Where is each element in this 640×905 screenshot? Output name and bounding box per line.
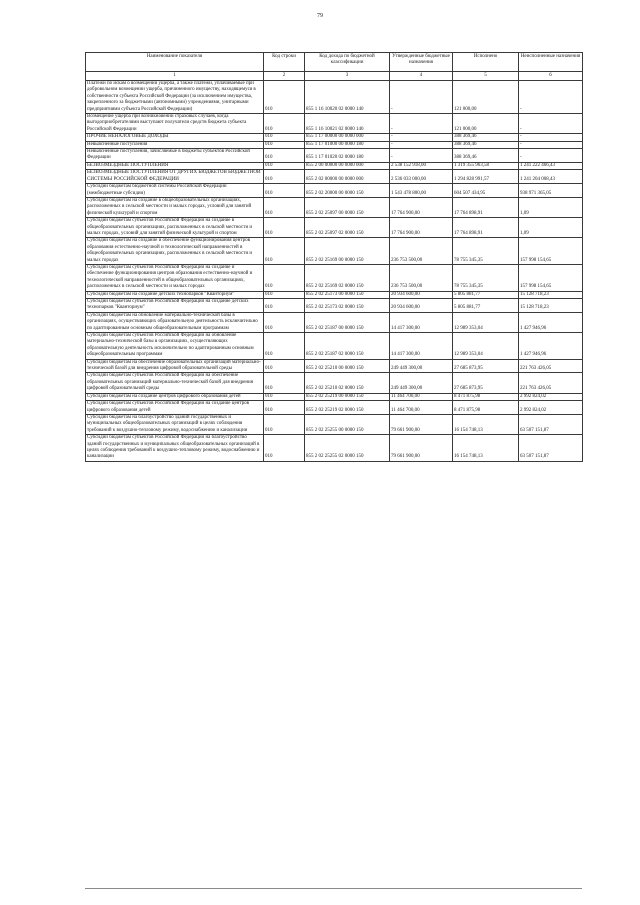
line-code-cell: 010 [264, 184, 305, 198]
approved-amount-cell: 249 449 300,00 [390, 359, 453, 373]
unexecuted-amount-cell: 2 992 824,02 [519, 393, 583, 400]
line-code-cell: 010 [264, 149, 305, 163]
unexecuted-amount-cell: 1,09 [519, 218, 583, 238]
line-code-cell: 010 [264, 238, 305, 265]
income-code-cell: 855 2 02 25173 02 0000 150 [305, 299, 390, 313]
header-approved: Утвержденные бюджетные назначения [390, 53, 453, 72]
unexecuted-amount-cell: 1 427 946,96 [519, 333, 583, 360]
executed-amount-cell: 1 319 355 963,58 [453, 162, 519, 169]
header-indicator-name: Наименование показателя [86, 53, 264, 72]
income-code-cell: 855 1 17 00000 00 0000 000 [305, 134, 390, 141]
table-row [86, 414, 583, 434]
executed-amount-cell: 12 989 353,04 [453, 312, 519, 332]
unexecuted-amount-cell: 221 763 426,05 [519, 373, 583, 393]
indicator-name-cell: Субсидии бюджетам субъектов Российской Федерации на обновление материально-технической базы в организациях, осуществляющих образовательную деятельность исключительно по адаптированным основным общеобразовательным программам [86, 333, 264, 360]
approved-amount-cell: - [390, 114, 453, 134]
executed-amount-cell: 5 805 881,77 [453, 299, 519, 313]
indicator-name-cell: Невыясненные поступления [86, 141, 264, 148]
income-code-cell: 855 2 02 25169 02 0000 150 [305, 264, 390, 291]
page-footer-rule [85, 888, 582, 889]
table-row [86, 134, 583, 141]
column-number-row [86, 72, 583, 81]
unexecuted-amount-cell: 1 241 222 466,43 [519, 162, 583, 169]
indicator-name-cell: Субсидии бюджетам на создание в общеобразовательных организациях, расположенных в сельской местности и малых городах, условий для занятий физической культурой и спортом [86, 197, 264, 217]
header-executed: Исполнено [453, 53, 519, 72]
approved-amount-cell: 14 417 300,00 [390, 333, 453, 360]
indicator-name-cell: Субсидии бюджетам субъектов Российской Федерации на благоустройство зданий государственных и муниципальных общеобразовательных организаций в целях соблюдения требований к воздушно-тепловому режиму, водоснабжению и канализации [86, 435, 264, 462]
table-row [86, 264, 583, 291]
indicator-name-cell: Субсидии бюджетам субъектов Российской Федерации на обеспечение образовательных организаций материально-технической базой для внедрения цифровой образовательной среды [86, 373, 264, 393]
executed-amount-cell: 16 154 748,13 [453, 414, 519, 434]
line-code-cell: 010 [264, 81, 305, 114]
approved-amount-cell: - [390, 134, 453, 141]
table-row [86, 393, 583, 400]
approved-amount-cell: 79 661 900,00 [390, 435, 453, 462]
line-code-cell: 010 [264, 435, 305, 462]
executed-amount-cell: 16 154 748,13 [453, 435, 519, 462]
executed-amount-cell: 27 685 873,95 [453, 373, 519, 393]
table-row [86, 149, 583, 163]
income-code-cell: 855 2 02 25219 00 0000 150 [305, 393, 390, 400]
table-row [86, 299, 583, 313]
table-row [86, 401, 583, 415]
table-row [86, 141, 583, 148]
executed-amount-cell: 12 989 353,04 [453, 333, 519, 360]
unexecuted-amount-cell: - [519, 81, 583, 114]
executed-amount-cell: 78 755 345,35 [453, 238, 519, 265]
income-code-cell: 855 1 16 10020 02 0000 140 [305, 81, 390, 114]
executed-amount-cell: 121 000,00 [453, 81, 519, 114]
table-row [86, 373, 583, 393]
executed-amount-cell: 121 000,00 [453, 114, 519, 134]
income-code-cell: 855 2 02 25169 00 0000 150 [305, 238, 390, 265]
line-code-cell: 010 [264, 401, 305, 415]
approved-amount-cell: 249 449 300,00 [390, 373, 453, 393]
line-code-cell: 010 [264, 197, 305, 217]
income-code-cell: 855 2 02 00000 00 0000 000 [305, 170, 390, 184]
executed-amount-cell: 17 764 898,91 [453, 197, 519, 217]
executed-amount-cell: 388 369,46 [453, 134, 519, 141]
approved-amount-cell: 2 538 152 918,00 [390, 162, 453, 169]
unexecuted-amount-cell: 1 241 204 008,43 [519, 170, 583, 184]
table-row [86, 333, 583, 360]
approved-amount-cell: - [390, 141, 453, 148]
unexecuted-amount-cell: 1 427 946,96 [519, 312, 583, 332]
table-row [86, 114, 583, 134]
income-code-cell: 855 2 00 00000 00 0000 000 [305, 162, 390, 169]
indicator-name-cell: Субсидии бюджетам субъектов Российской Федерации на создание центров цифрового образования детей [86, 401, 264, 415]
approved-amount-cell: 20 934 600,00 [390, 299, 453, 313]
approved-amount-cell: 79 661 900,00 [390, 414, 453, 434]
unexecuted-amount-cell: - [519, 141, 583, 148]
column-number: 1 [86, 72, 264, 81]
line-code-cell: 010 [264, 170, 305, 184]
income-code-cell: 855 2 02 25097 00 0000 150 [305, 197, 390, 217]
table-header-row [86, 53, 583, 72]
indicator-name-cell: Субсидии бюджетам на благоустройство зданий государственных и муниципальных общеобразовательных организаций в целях соблюдения требований к воздушно-тепловому режиму, водоснабжению и канализации [86, 414, 264, 434]
indicator-name-cell: БЕЗВОЗМЕЗДНЫЕ ПОСТУПЛЕНИЯ ОТ ДРУГИХ БЮДЖЕТОВ БЮДЖЕТНОЙ СИСТЕМЫ РОССИЙСКОЙ ФЕДЕРАЦИИ [86, 170, 264, 184]
column-number: 3 [305, 72, 390, 81]
approved-amount-cell: 17 764 900,00 [390, 197, 453, 217]
indicator-name-cell: ПРОЧИЕ НЕНАЛОГОВЫЕ ДОХОДЫ [86, 134, 264, 141]
indicator-name-cell: Субсидии бюджетам на создание детских технопарков "Кванториум" [86, 291, 264, 298]
unexecuted-amount-cell: 1,09 [519, 197, 583, 217]
income-code-cell: 855 2 02 25097 02 0000 150 [305, 218, 390, 238]
line-code-cell: 010 [264, 414, 305, 434]
table-row [86, 359, 583, 373]
table-row [86, 162, 583, 169]
executed-amount-cell: 388 369,46 [453, 149, 519, 163]
page-number: 79 [317, 13, 323, 19]
line-code-cell: 010 [264, 141, 305, 148]
line-code-cell: 010 [264, 312, 305, 332]
unexecuted-amount-cell: 15 128 718,23 [519, 291, 583, 298]
executed-amount-cell: 17 764 898,91 [453, 218, 519, 238]
approved-amount-cell: - [390, 149, 453, 163]
header-line-code: Код строки [264, 53, 305, 72]
executed-amount-cell: 27 685 873,95 [453, 359, 519, 373]
income-code-cell: 855 2 02 25210 00 0000 150 [305, 359, 390, 373]
column-number: 4 [390, 72, 453, 81]
table-row [86, 238, 583, 265]
table-row [86, 291, 583, 298]
indicator-name-cell: Субсидии бюджетам субъектов Российской Федерации на создание и обеспечение функционирования центров образования естественно-научной и технологической направленностей в общеобразовательных организациях, расположенных в сельской местности и малых городах [86, 264, 264, 291]
indicator-name-cell: Возмещение ущерба при возникновении страховых случаев, когда выгодоприобретателями выступают получатели средств бюджета субъекта Российской Федерации [86, 114, 264, 134]
unexecuted-amount-cell: - [519, 134, 583, 141]
line-code-cell: 010 [264, 393, 305, 400]
table-row [86, 170, 583, 184]
unexecuted-amount-cell: - [519, 114, 583, 134]
column-number: 2 [264, 72, 305, 81]
approved-amount-cell: 17 764 900,00 [390, 218, 453, 238]
line-code-cell: 010 [264, 218, 305, 238]
table-row [86, 197, 583, 217]
income-code-cell: 855 2 02 25255 02 0000 150 [305, 435, 390, 462]
indicator-name-cell: БЕЗВОЗМЕЗДНЫЕ ПОСТУПЛЕНИЯ [86, 162, 264, 169]
income-code-cell: 855 2 02 20000 00 0000 150 [305, 184, 390, 198]
approved-amount-cell: 236 753 500,00 [390, 264, 453, 291]
indicator-name-cell: Субсидии бюджетам на создание и обеспечение функционирования центров образования естественно-научной и технологической направленностей в общеобразовательных организациях, расположенных в сельской местности и малых городах [86, 238, 264, 265]
approved-amount-cell: 20 934 600,00 [390, 291, 453, 298]
indicator-name-cell: Невыясненные поступления, зачисляемые в бюджеты субъектов Российской Федерации [86, 149, 264, 163]
table-row [86, 184, 583, 198]
executed-amount-cell: 8 471 875,98 [453, 401, 519, 415]
executed-amount-cell: 8 471 875,98 [453, 393, 519, 400]
header-unexecuted: Неисполненные назначения [519, 53, 583, 72]
unexecuted-amount-cell: 15 128 718,23 [519, 299, 583, 313]
indicator-name-cell: Субсидии бюджетам субъектов Российской Федерации на создание в общеобразовательных организациях, расположенных в сельской местности и малых городах, условий для занятий физической культурой и спортом [86, 218, 264, 238]
table-row [86, 435, 583, 462]
income-code-cell: 855 2 02 25173 00 0000 150 [305, 291, 390, 298]
unexecuted-amount-cell: 2 992 824,02 [519, 401, 583, 415]
indicator-name-cell: Субсидии бюджетам на создание центров цифрового образования детей [86, 393, 264, 400]
indicator-name-cell: Субсидии бюджетам на обновление материально-технической базы в организациях, осуществляющих образовательную деятельность исключительно по адаптированным основным общеобразовательным программам [86, 312, 264, 332]
line-code-cell: 010 [264, 134, 305, 141]
table-row [86, 81, 583, 114]
line-code-cell: 010 [264, 114, 305, 134]
income-code-cell: 855 2 02 25219 02 0000 150 [305, 401, 390, 415]
unexecuted-amount-cell: 157 998 154,65 [519, 238, 583, 265]
approved-amount-cell: 11 464 700,00 [390, 393, 453, 400]
approved-amount-cell: 236 753 500,00 [390, 238, 453, 265]
income-code-cell: 855 2 02 25187 00 0000 150 [305, 312, 390, 332]
executed-amount-cell: 5 805 881,77 [453, 291, 519, 298]
indicator-name-cell: Платежи по искам о возмещении ущерба, а также платежи, уплачиваемые при добровольном возмещении ущерба, причиненного имуществу, находящемуся в собственности субъекта Российской Федерации (за исключением имущества, закрепленного за бюджетными (автономными) учреждениями, унитарными предприятиями субъекта Российской Федерации) [86, 81, 264, 114]
income-code-cell: 855 2 02 25210 02 0000 150 [305, 373, 390, 393]
table-row [86, 218, 583, 238]
line-code-cell: 010 [264, 264, 305, 291]
approved-amount-cell: - [390, 81, 453, 114]
line-code-cell: 010 [264, 373, 305, 393]
indicator-name-cell: Субсидии бюджетам субъектов Российской Федерации на создание детских технопарков "Кванториум" [86, 299, 264, 313]
unexecuted-amount-cell: 63 507 151,87 [519, 435, 583, 462]
income-code-cell: 855 1 17 01020 02 0000 180 [305, 149, 390, 163]
approved-amount-cell: 14 417 300,00 [390, 312, 453, 332]
header-income-code: Код дохода по бюджетной классификации [305, 53, 390, 72]
unexecuted-amount-cell: 157 998 154,65 [519, 264, 583, 291]
indicator-name-cell: Субсидии бюджетам на обеспечение образовательных организаций материально-технической базой для внедрения цифровой образовательной среды [86, 359, 264, 373]
column-number: 6 [519, 72, 583, 81]
income-code-cell: 855 2 02 25255 00 0000 150 [305, 414, 390, 434]
approved-amount-cell: 1 543 478 800,00 [390, 184, 453, 198]
indicator-name-cell: Субсидии бюджетам бюджетной системы Российской Федерации (межбюджетные субсидии) [86, 184, 264, 198]
unexecuted-amount-cell: 938 971 365,05 [519, 184, 583, 198]
table-row [86, 312, 583, 332]
approved-amount-cell: 2 536 033 000,00 [390, 170, 453, 184]
income-code-cell: 855 1 17 01000 00 0000 180 [305, 141, 390, 148]
column-number: 5 [453, 72, 519, 81]
executed-amount-cell: 604 507 434,95 [453, 184, 519, 198]
unexecuted-amount-cell: 63 507 151,87 [519, 414, 583, 434]
executed-amount-cell: 388 369,46 [453, 141, 519, 148]
unexecuted-amount-cell: - [519, 149, 583, 163]
line-code-cell: 010 [264, 162, 305, 169]
line-code-cell: 010 [264, 333, 305, 360]
approved-amount-cell: 11 464 700,00 [390, 401, 453, 415]
line-code-cell: 010 [264, 299, 305, 313]
income-code-cell: 855 2 02 25187 02 0000 150 [305, 333, 390, 360]
line-code-cell: 010 [264, 359, 305, 373]
executed-amount-cell: 78 755 345,35 [453, 264, 519, 291]
unexecuted-amount-cell: 221 763 426,05 [519, 359, 583, 373]
income-code-cell: 855 1 16 10021 02 0000 140 [305, 114, 390, 134]
line-code-cell: 010 [264, 291, 305, 298]
executed-amount-cell: 1 294 828 991,57 [453, 170, 519, 184]
budget-execution-table [85, 52, 583, 462]
